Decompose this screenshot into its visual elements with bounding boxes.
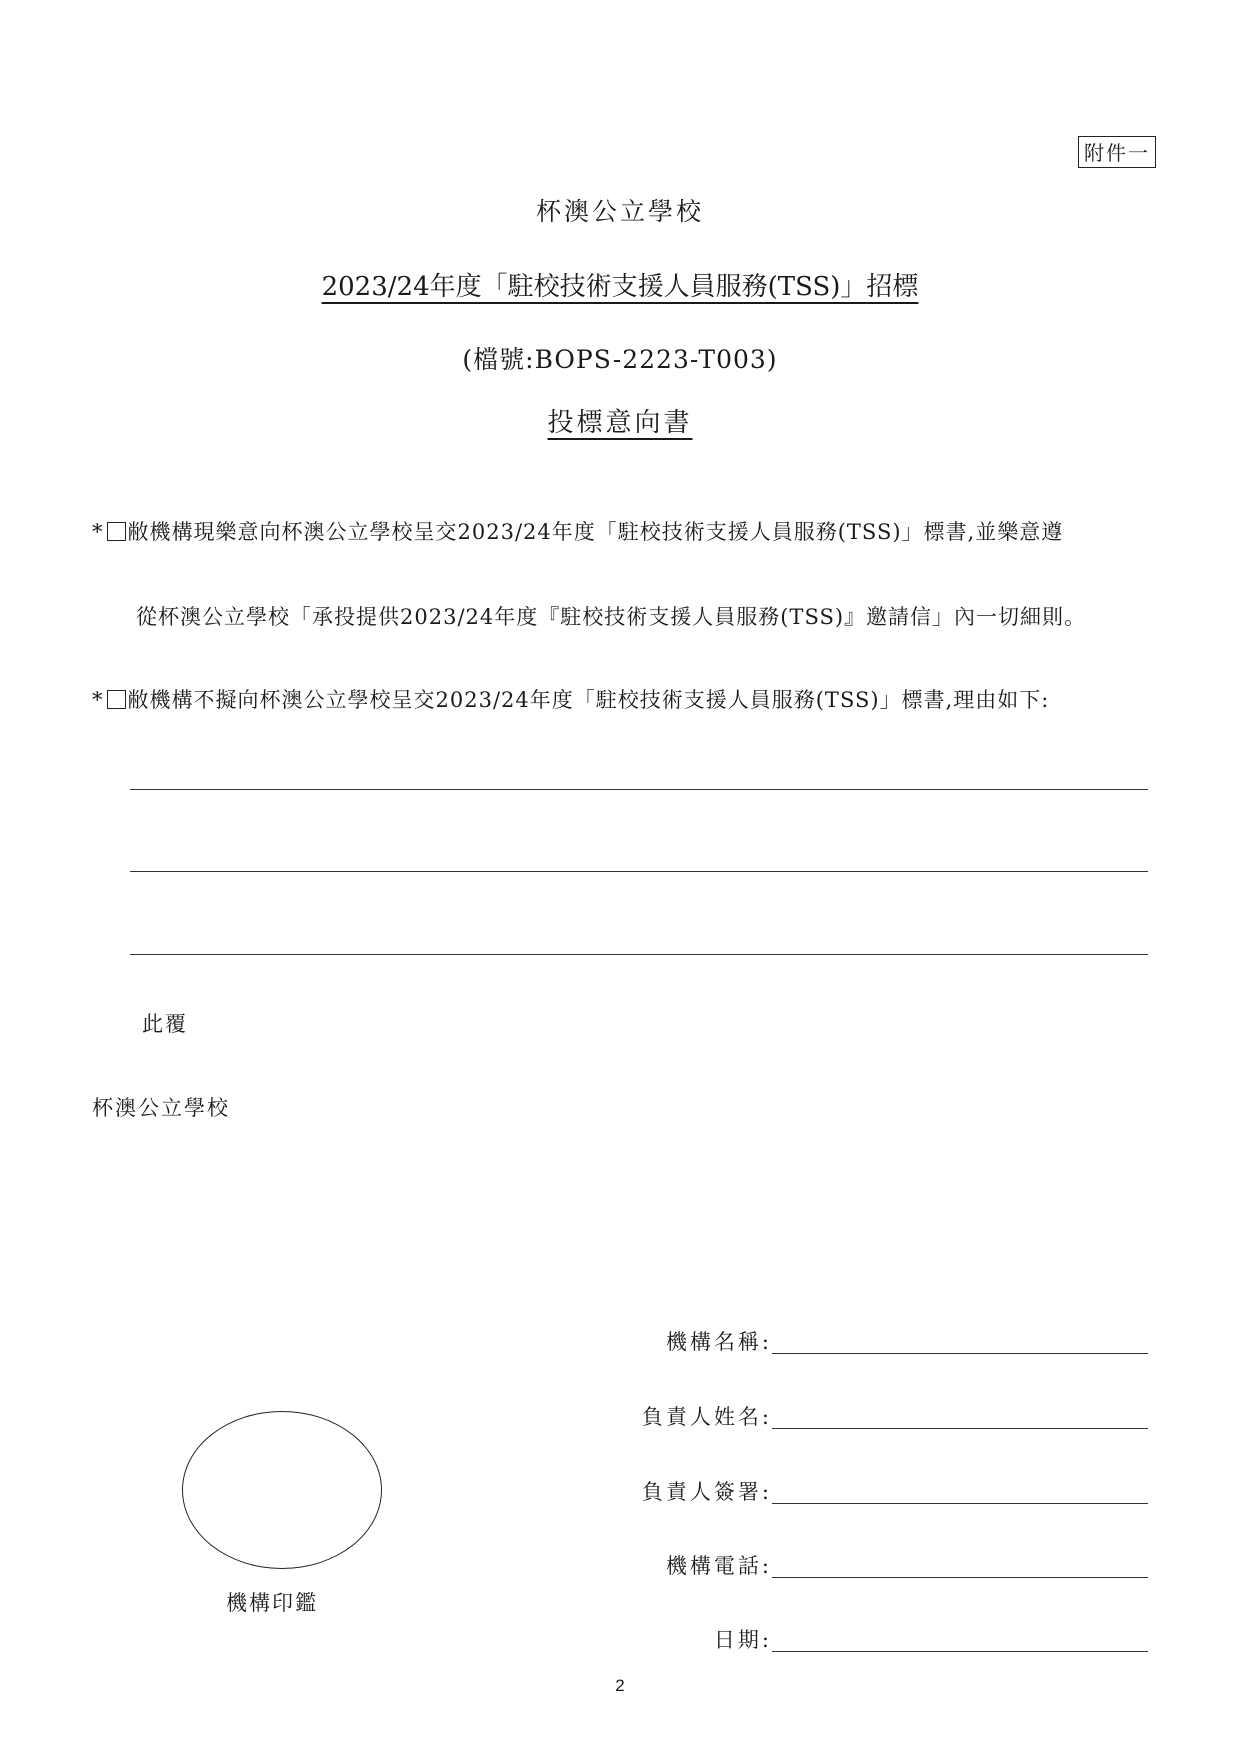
page-number: 2 [615, 1676, 625, 1695]
accept-asterisk: * [92, 520, 104, 544]
person-signature-label: 負責人簽署: [641, 1480, 772, 1504]
addressee: 杯澳公立學校 [92, 1096, 230, 1120]
seal-label: 機構印鑑 [226, 1591, 318, 1615]
document-title [0, 402, 1240, 439]
document-title-text: 投標意向書 [547, 408, 693, 438]
reason-line-1[interactable] [130, 789, 1148, 790]
date-label: 日期: [713, 1628, 772, 1652]
tender-title [0, 266, 1240, 303]
org-name-label: 機構名稱: [665, 1330, 772, 1354]
decline-option-text: 敝機構不擬向杯澳公立學校呈交2023/24年度「駐校技術支援人員服務(TSS)」標書,理由如下: [127, 688, 1050, 712]
org-phone-label: 機構電話: [665, 1554, 772, 1578]
reason-line-3[interactable] [130, 954, 1148, 955]
closing-text: 此覆 [142, 1012, 188, 1036]
person-signature-line[interactable] [772, 1503, 1148, 1504]
annex-label: 附件一 [1078, 136, 1156, 168]
accept-option-text-line2: 從杯澳公立學校「承投提供2023/24年度『駐校技術支援人員服務(TSS)』邀請信」內一切細則。 [136, 605, 1087, 629]
decline-checkbox[interactable] [107, 690, 126, 709]
date-line[interactable] [772, 1651, 1148, 1652]
accept-option-text-line1: 敝機構現樂意向杯澳公立學校呈交2023/24年度「駐校技術支援人員服務(TSS)」標書,並樂意遵 [127, 520, 1064, 544]
person-name-label: 負責人姓名: [641, 1405, 772, 1429]
reason-line-2[interactable] [130, 871, 1148, 872]
person-name-line[interactable] [772, 1428, 1148, 1429]
accept-option [92, 516, 1063, 546]
school-title: 杯澳公立學校 [535, 197, 704, 226]
file-number: (檔號:BOPS-2223-T003) [462, 345, 778, 374]
decline-asterisk: * [92, 688, 104, 712]
seal-circle [182, 1411, 382, 1569]
org-name-line[interactable] [772, 1353, 1148, 1354]
decline-option [92, 684, 1049, 714]
accept-checkbox[interactable] [107, 522, 126, 541]
tender-title-text: 2023/24年度「駐校技術支援人員服務(TSS)」招標 [321, 272, 919, 302]
org-phone-line[interactable] [772, 1577, 1148, 1578]
